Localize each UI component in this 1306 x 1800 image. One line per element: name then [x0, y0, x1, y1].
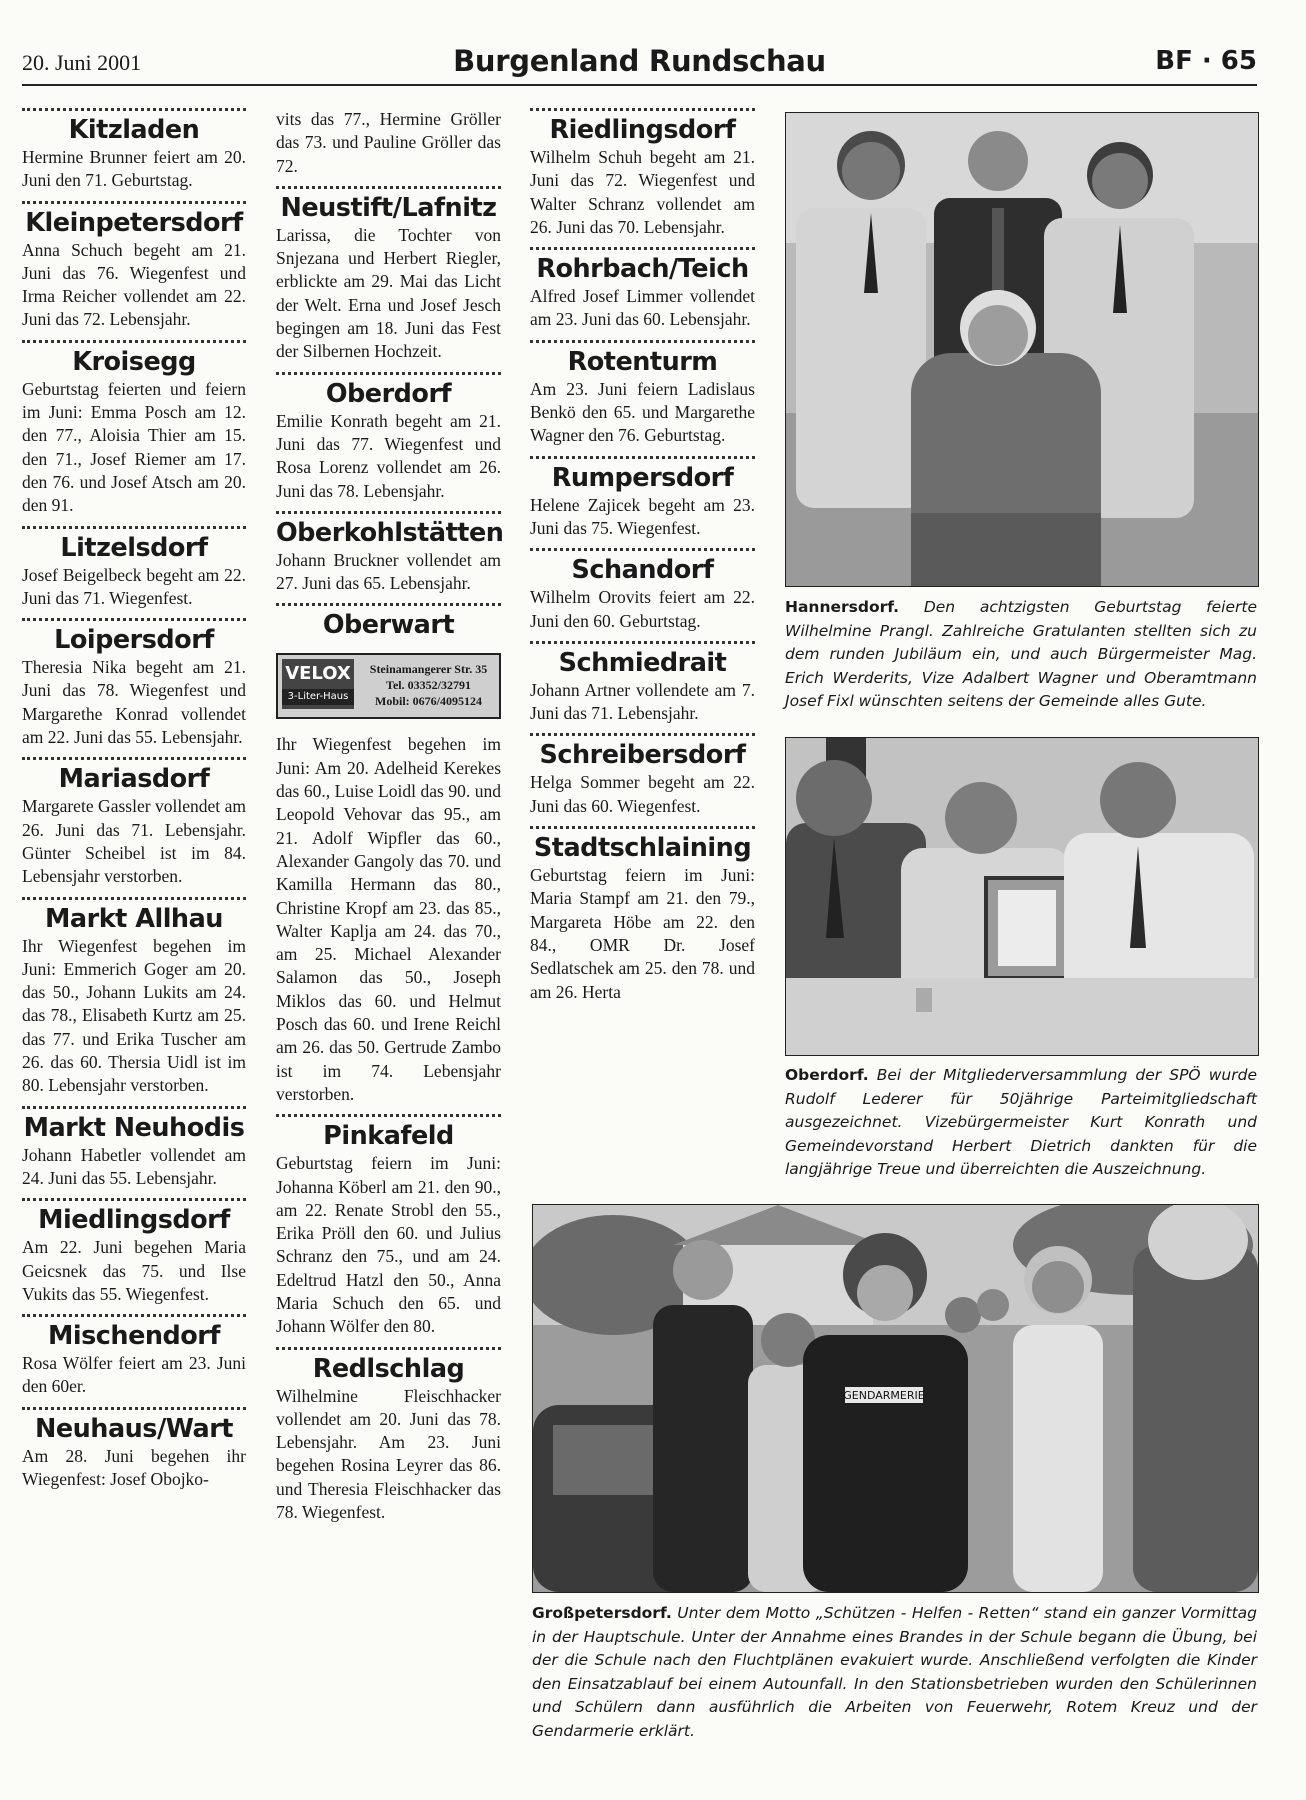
entry-text: Helene Zajicek begeht am 23. Juni das 75. Wiegenfest. — [530, 494, 755, 538]
photo-grosspetersdorf — [532, 1204, 1259, 1593]
velox-advertisement[interactable] — [276, 653, 501, 719]
entry-text: Emilie Konrath begeht am 21. Juni das 77. Wiegenfest und Rosa Lorenz vollendet am 26. Juni das 78. Lebensjahr. — [276, 410, 501, 501]
column-3 — [530, 108, 755, 1012]
dotted-divider — [530, 826, 755, 829]
entry-text: Am 23. Juni feiern Ladislaus Benkö den 65. und Margarethe Wagner den 76. Geburtstag. — [530, 378, 755, 446]
entry-heading: Stadtschlaining — [533, 833, 752, 864]
entry-text: Larissa, die Tochter von Snjezana und Herbert Riegler, erblickte am 29. Mai das Licht der Welt. Erna und Josef Jesch begingen am 18. Juni das Fest der Silbernen Hochzeit. — [276, 224, 501, 362]
entry-text: Geburtstag feiern im Juni: Maria Stampf am 21. den 79., Margareta Höbe am 22. den 84., OMR Dr. Josef Sedlatschek am 25. den 78. und am 26. Herta — [530, 865, 755, 1002]
photo-grosspetersdorf-image — [533, 1205, 1258, 1592]
photo-oberdorf — [785, 737, 1259, 1056]
dotted-divider — [22, 201, 246, 204]
caption-place: Großpetersdorf. — [532, 1604, 672, 1622]
entry-schreibersdorf — [530, 733, 755, 818]
entry-rohrbach-teich — [530, 247, 755, 332]
entry-heading: Loipersdorf — [54, 625, 214, 656]
entry-rumpersdorf — [530, 456, 755, 541]
entry-heading: Miedlingsdorf — [38, 1205, 230, 1236]
dotted-divider — [276, 1347, 501, 1350]
entry-markt-allhau — [22, 897, 246, 1098]
column-2-entries-bottom — [276, 1114, 501, 1524]
caption-place: Oberdorf. — [785, 1066, 869, 1084]
entry-kleinpetersdorf — [22, 201, 246, 332]
dotted-divider — [276, 186, 501, 189]
column-2 — [276, 108, 504, 1532]
entry-heading: Schandorf — [571, 555, 714, 586]
dotted-divider — [22, 618, 246, 621]
entry-heading: Neustift/Lafnitz — [280, 192, 497, 223]
ad-phone: Tel. 03352/32791 — [386, 678, 471, 693]
dotted-divider — [276, 603, 501, 606]
entry-text: Johann Artner vollendete am 7. Juni das 71. Lebensjahr. — [530, 679, 755, 724]
dotted-divider — [530, 733, 755, 736]
entry-markt-neuhodis — [22, 1106, 246, 1191]
entry-heading: Kleinpetersdorf — [25, 207, 243, 238]
dotted-divider — [530, 641, 755, 644]
dotted-divider — [22, 1314, 246, 1317]
entry-mischendorf — [22, 1314, 246, 1399]
entry-heading: Oberwart — [322, 610, 455, 641]
entry-text: Alfred Josef Limmer vollendet am 23. Juni das 60. Lebensjahr. — [530, 286, 755, 330]
dotted-divider — [22, 340, 246, 343]
entry-litzelsdorf — [22, 526, 246, 611]
dotted-divider — [276, 372, 501, 375]
entry-text: Helga Sommer begeht am 22. Juni das 60. Wiegenfest. — [530, 772, 755, 816]
caption-place: Hannersdorf. — [785, 598, 900, 616]
caption-grosspetersdorf — [532, 1602, 1257, 1743]
entry-pinkafeld — [276, 1114, 501, 1338]
entry-text: Johann Habetler vollendet am 24. Juni das 55. Lebensjahr. — [22, 1144, 246, 1188]
entry-heading: Mariasdorf — [58, 764, 210, 795]
entry-heading: Litzelsdorf — [60, 532, 208, 563]
entry-text: Theresia Nika begeht am 21. Juni das 78. Wiegenfest und Margarethe Konrad vollendet am 22. Juni das 55. Lebensjahr. — [22, 657, 246, 748]
entry-oberkohlst-tten — [276, 511, 504, 596]
entry-text: Josef Beigelbeck begeht am 22. Juni das 71. Wiegenfest. — [22, 564, 246, 608]
photo-hannersdorf — [785, 112, 1259, 587]
entry-text: Anna Schuch begeht am 21. Juni das 76. Wiegenfest und Irma Reicher vollendet am 22. Juni das 72. Lebensjahr. — [22, 239, 246, 330]
entry-heading: Rohrbach/Teich — [536, 254, 749, 285]
entry-heading: Oberkohlstätten — [276, 517, 504, 548]
dotted-divider — [22, 1407, 246, 1410]
entry-text: Margarete Gassler vollendet am 26. Juni das 71. Lebensjahr. Günter Scheibel ist im 84. Lebensjahr verstorben. — [22, 796, 246, 887]
dotted-divider — [22, 897, 246, 900]
ad-address: Steinamangerer Str. 35 — [369, 662, 488, 677]
dotted-divider — [530, 108, 755, 111]
entry-text: Rosa Wölfer feiert am 23. Juni den 60er. — [22, 1353, 246, 1397]
continued-text: vits das 77., Hermine Gröller das 73. und Pauline Gröller das 72. — [276, 109, 501, 176]
entry-text: Ihr Wiegenfest begehen im Juni: Am 20. Adelheid Kerekes das 60., Luise Loidl das 90. und Leopold Vehovar das 95., am 21. Adolf Wipfler das 60., Alexander Gangoly das 70. und Kamilla Hermann das 80., Christine Kropf am 23. das 85., Walter Kaplja am 24. das 70., am 25. Michael Alexander Salamon das 50., Joseph Miklos das 60. und Helmut Posch das 60. und Irene Reichl am 26. das 50. Gertrude Zambo ist im 74. Lebensjahr verstorben. — [276, 734, 501, 1104]
entry-heading: Schmiedrait — [558, 647, 727, 678]
entry-text: Geburtstag feiern im Juni: Johanna Köberl am 21. den 90., am 22. Renate Strobl den 55., Erika Pröll den 60. und Julius Schranz den 75., und am 24. Edeltrud Hatzl den 50., Anna Maria Schuch den 65. und Johann Wölfer den 80. — [276, 1153, 501, 1337]
newspaper-title: Burgenland Rundschau — [453, 44, 826, 78]
dotted-divider — [530, 247, 755, 250]
page-number: BF · 65 — [1155, 46, 1257, 76]
entry-mariasdorf — [22, 757, 246, 888]
entry-rotenturm — [530, 340, 755, 448]
dotted-divider — [22, 526, 246, 529]
dotted-divider — [22, 1106, 246, 1109]
page-header — [22, 44, 1257, 86]
vest-label: GENDARMERIE — [843, 1389, 925, 1402]
dotted-divider — [530, 548, 755, 551]
dotted-divider — [530, 456, 755, 459]
entry-heading: Markt Allhau — [45, 903, 223, 934]
dotted-divider — [22, 757, 246, 760]
entry-heading: Pinkafeld — [323, 1121, 454, 1152]
entry-text: Wilhelmine Fleischhacker vollendet am 20. Juni das 78. Lebensjahr. Am 23. Juni begehen Rosina Leyrer das 86. und Theresia Fleischhacker das 78. Wiegenfest. — [276, 1385, 501, 1523]
entry-heading: Schreibersdorf — [539, 740, 746, 771]
velox-logo — [282, 659, 354, 709]
dotted-divider — [22, 1198, 246, 1201]
entry-text: Hermine Brunner feiert am 20. Juni den 71. Geburtstag. — [22, 147, 246, 191]
dotted-divider — [276, 511, 501, 514]
entry-stadtschlaining — [530, 826, 755, 1004]
entry-oberdorf — [276, 372, 501, 503]
velox-logo-subtitle: 3-Liter-Haus — [282, 689, 354, 705]
entry-redlschlag — [276, 1347, 501, 1525]
photo-hannersdorf-image — [786, 113, 1258, 586]
dotted-divider — [530, 340, 755, 343]
entry-heading: Rotenturm — [567, 346, 718, 377]
entry-schmiedrait — [530, 641, 755, 726]
dotted-divider — [22, 108, 246, 111]
photo-oberdorf-image — [786, 738, 1258, 1055]
entry-schandorf — [530, 548, 755, 633]
caption-text: Bei der Mitgliederversammlung der SPÖ wurde Rudolf Lederer für 50jährige Parteimitgliedschaft ausgezeichnet. Vizebürgermeister Kurt Konrath und Gemeindevorstand Herbert Dietrich dankten für die langjährige Treue und überreichten die Auszeichnung. — [785, 1066, 1257, 1178]
entry-text: Wilhelm Orovits feiert am 22. Juni den 60. Geburtstag. — [530, 587, 755, 631]
entry-neuhaus-wart — [22, 1407, 246, 1492]
entry-text: Geburtstag feierten und feiern im Juni: Emma Posch am 12. den 77., Aloisia Thier am 15. den 71., Josef Riemer am 17. den 76. und Josef Atsch am 20. den 91. — [22, 378, 246, 516]
caption-text: Den achtzigsten Geburtstag feierte Wilhelmine Prangl. Zahlreiche Gratulanten stellten sich zu dem runden Jubiläum ein, und auch Bürgermeister Mag. Erich Werderits, Vize Adalbert Wagner und Oberamtmann Josef Fixl wünschten seitens der Gemeinde alles Gute. — [785, 598, 1258, 710]
velox-logo-text: VELOX — [285, 663, 351, 685]
column-1 — [22, 108, 246, 1499]
caption-text: Unter dem Motto „Schützen - Helfen - Retten“ stand ein ganzer Vormittag in der Hauptschule. Unter der Annahme eines Brandes in der Schule begann die Übung, bei der die Schule nach den Fluchtplänen evakuiert wurde. Anschließend verfolgten die Kinder den Einsatzablauf bei einem Autounfall. In den Stationsbetrieben wurden den Schülerinnen und Schülern dann ausführlich die Arbeiten von Feuerwehr, Rotem Kreuz und der Gendarmerie erklärt. — [532, 1604, 1257, 1740]
issue-date: 20. Juni 2001 — [22, 50, 142, 75]
entry-kroisegg — [22, 340, 246, 518]
entry-heading: Mischendorf — [48, 1321, 220, 1352]
caption-oberdorf — [785, 1064, 1257, 1182]
entry-miedlingsdorf — [22, 1198, 246, 1306]
entry-loipersdorf — [22, 618, 246, 749]
caption-hannersdorf — [785, 596, 1257, 714]
entry-heading: Markt Neuhodis — [23, 1112, 245, 1143]
entry-neustift-lafnitz — [276, 186, 501, 364]
entry-heading: Neuhaus/Wart — [35, 1413, 233, 1444]
entry-heading: Kitzladen — [68, 115, 200, 145]
ad-mobile: Mobil: 0676/4095124 — [375, 694, 482, 709]
entry-text: Am 22. Juni begehen Maria Geicsnek das 75. und Ilse Vukits das 55. Wiegenfest. — [22, 1237, 246, 1304]
dotted-divider — [276, 1114, 501, 1117]
ad-contact — [362, 661, 495, 709]
column-2-entries-top — [276, 186, 504, 596]
entry-text: Am 28. Juni begehen ihr Wiegenfest: Josef Obojko- — [22, 1445, 246, 1489]
entry-text: Ihr Wiegenfest begehen im Juni: Emmerich Goger am 20. das 50., Johann Lukits am 24. das 78., Elisabeth Kurtz am 25. das 77. und Erika Tuscher am 26. das 60. Thersia Uidl ist im 80. Lebensjahr verstorben. — [22, 935, 246, 1096]
entry-heading: Kroisegg — [72, 346, 196, 377]
entry-heading: Rumpersdorf — [551, 462, 734, 493]
entry-heading: Oberdorf — [325, 378, 452, 409]
entry-kitzladen — [22, 108, 246, 193]
entry-oberwart — [276, 603, 501, 1106]
entry-riedlingsdorf — [530, 108, 755, 239]
entry-heading: Riedlingsdorf — [549, 115, 736, 145]
entry-text: Johann Bruckner vollendet am 27. Juni das 65. Lebensjahr. — [276, 549, 501, 594]
entry-text: Wilhelm Schuh begeht am 21. Juni das 72. Wiegenfest und Walter Schranz vollendet am 26. Juni das 70. Lebensjahr. — [530, 147, 755, 237]
entry-heading: Redlschlag — [312, 1353, 465, 1384]
